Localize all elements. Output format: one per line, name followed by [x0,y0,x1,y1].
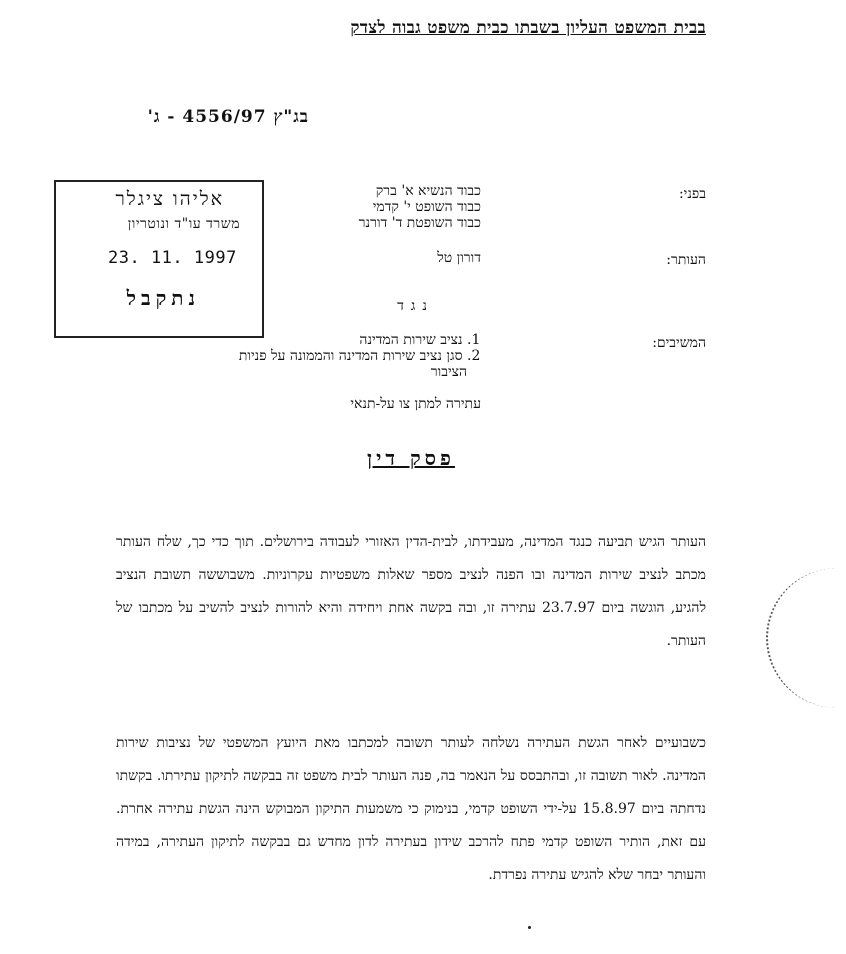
judge-line: כבוד הנשיא א' ברק [375,183,481,199]
stamp-received: נתקבל [126,286,200,310]
petitioner-name: דורון טל [437,250,481,266]
paragraph-text: העותר הגיש תביעה כנגד המדינה, מעבידתו, לבית-הדין האזורי לעבודה בירושלים. תוך כדי כך, שלח העותר מכתב לנציב שירות המדינה ובו הפנה לנציב מספר שאלות משפטיות עקרוניות. משבוששה תשובת הנציב להגיע, הוגשה ביום 23.7.97 עתירה זו, ובה בקשה אחת ויחידה והיא להורות לנציב להשיב על מכתבו של העותר. [116,534,706,649]
stamp-name: אליהו ציגלר [115,188,224,210]
stamp-office: משרד עו"ד ונוטריון [127,216,240,232]
scan-punch-mark [766,568,846,708]
judge-line: כבוד השופט י' קדמי [372,199,481,215]
respondent-item [239,348,481,364]
respondent-item [239,332,481,348]
respondent-number: 1. [467,332,481,348]
judgment-paragraph [116,526,706,658]
judgment-title-text: פסק דין [367,446,455,470]
respondent-text: נציב שירות המדינה [359,332,463,348]
received-stamp [54,180,264,338]
judgment-paragraph [116,727,706,892]
respondents-list [239,332,481,380]
paragraph-text: כשבועיים לאחר הגשת העתירה נשלחה לעותר תשובה למכתבו מאת היועץ המשפטי של נציבות שירות המדינה. לאור תשובה זו, ובהתבסס על הנאמר בה, פנה העותר לבית משפט זה בבקשה לתיקון עתירתו. בקשתו נדחתה ביום 15.8.97 על-ידי השופט קדמי, בנימוק כי משמעות התיקון המבוקש הינה הגשת עתירה אחרת. עם זאת, הותיר השופט קדמי פתח להרכב שידון בעתירה לדון מחדש גם בבקשה לתיקון העתירה, במידה והעותר יבחר שלא להגיש עתירה נפרדת. [116,735,706,883]
case-number: בג"ץ 4556/97 - ג' [147,107,309,127]
judgment-title [0,446,846,471]
stamp-date: 23. 11. 1997 [108,248,237,268]
label-before: בפני: [678,186,706,202]
label-petitioner: העותר: [666,252,706,268]
scan-speck [528,926,531,929]
panel-judges [359,183,481,231]
versus: נגד [397,298,434,314]
respondent-text: סגן נציב שירות המדינה והממונה על פניות [238,348,463,364]
respondent-continuation: הציבור [430,364,467,380]
respondent-number: 2. [467,348,481,364]
court-header: בבית המשפט העליון בשבתו כבית משפט גבוה לצדק [350,18,706,38]
label-respondents: המשיבים: [652,335,706,351]
petition-type: עתירה למתן צו על-תנאי [350,396,481,412]
judge-line: כבוד השופטת ד' דורנר [358,215,481,231]
